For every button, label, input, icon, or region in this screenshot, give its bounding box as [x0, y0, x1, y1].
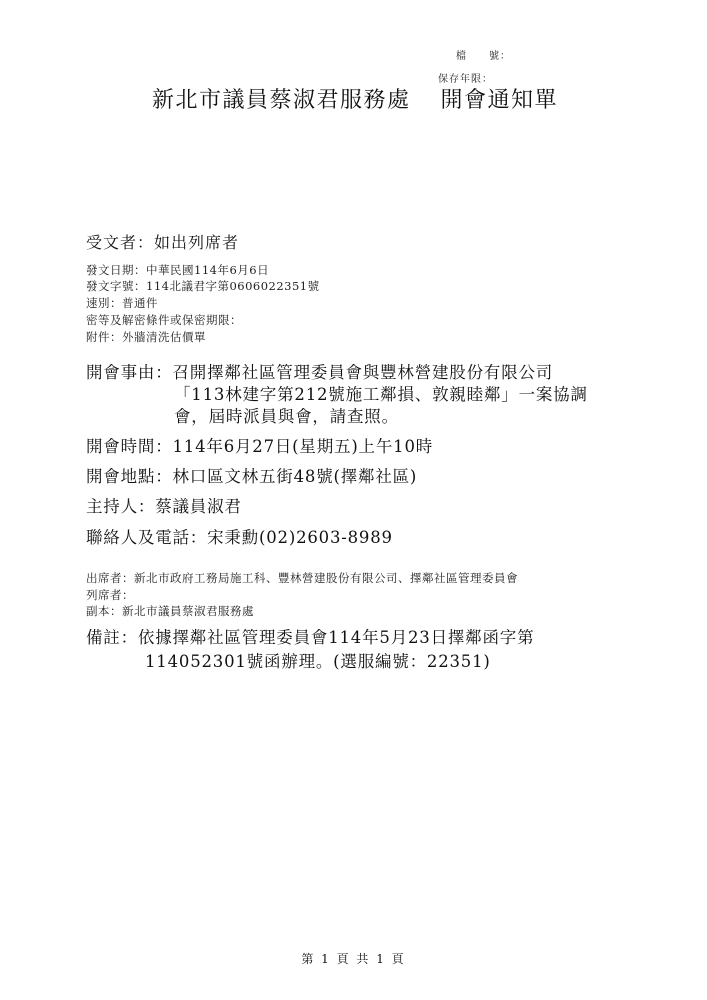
archive-number-label: 檔 號： [456, 51, 511, 62]
issue-reference-number: 發文字號：114北議君字第0606022351號 [86, 279, 320, 293]
recipient: 受文者：如出列席者 [86, 233, 240, 252]
meeting-host: 主持人：蔡議員淑君 [86, 497, 242, 516]
meeting-subject-line-1: 開會事由：召開擇鄰社區管理委員會與豐林營建股份有限公司 [86, 363, 554, 382]
copy-recipient: 副本：新北市議員蔡淑君服務處 [86, 604, 254, 618]
retention-period-label: 保存年限： [438, 74, 493, 85]
attendees: 出席者：新北市政府工務局施工科、豐林營建股份有限公司、擇鄰社區管理委員會 [86, 571, 518, 585]
title-doc-type: 開會通知單 [440, 88, 559, 113]
issue-date: 發文日期：中華民國114年6月6日 [86, 263, 270, 277]
document-title [152, 83, 558, 114]
page-number: 第 1 頁 共 1 頁 [301, 952, 406, 966]
delivery-speed: 速別：普通件 [86, 296, 158, 310]
note-line-2: 114052301號函辦理。(選服編號：22351) [145, 652, 491, 671]
meeting-place: 開會地點：林口區文林五街48號(擇鄰社區) [86, 467, 418, 486]
meeting-time: 開會時間：114年6月27日(星期五)上午10時 [86, 437, 434, 456]
meeting-subject-line-2: 「113林建字第212號施工鄰損、敦親睦鄰」一案協調 [174, 385, 588, 404]
title-office: 新北市議員蔡淑君服務處 [152, 88, 411, 113]
note-line-1: 備註：依據擇鄰社區管理委員會114年5月23日擇鄰函字第 [86, 628, 535, 647]
contact-person: 聯絡人及電話：宋秉勳(02)2603-8989 [86, 528, 393, 547]
meeting-subject-line-3: 會，屆時派員與會，請查照。 [174, 407, 399, 426]
secrecy-level: 密等及解密條件或保密期限： [86, 313, 242, 327]
observers: 列席者： [86, 588, 134, 602]
attachment: 附件：外牆清洗估價單 [86, 330, 206, 344]
